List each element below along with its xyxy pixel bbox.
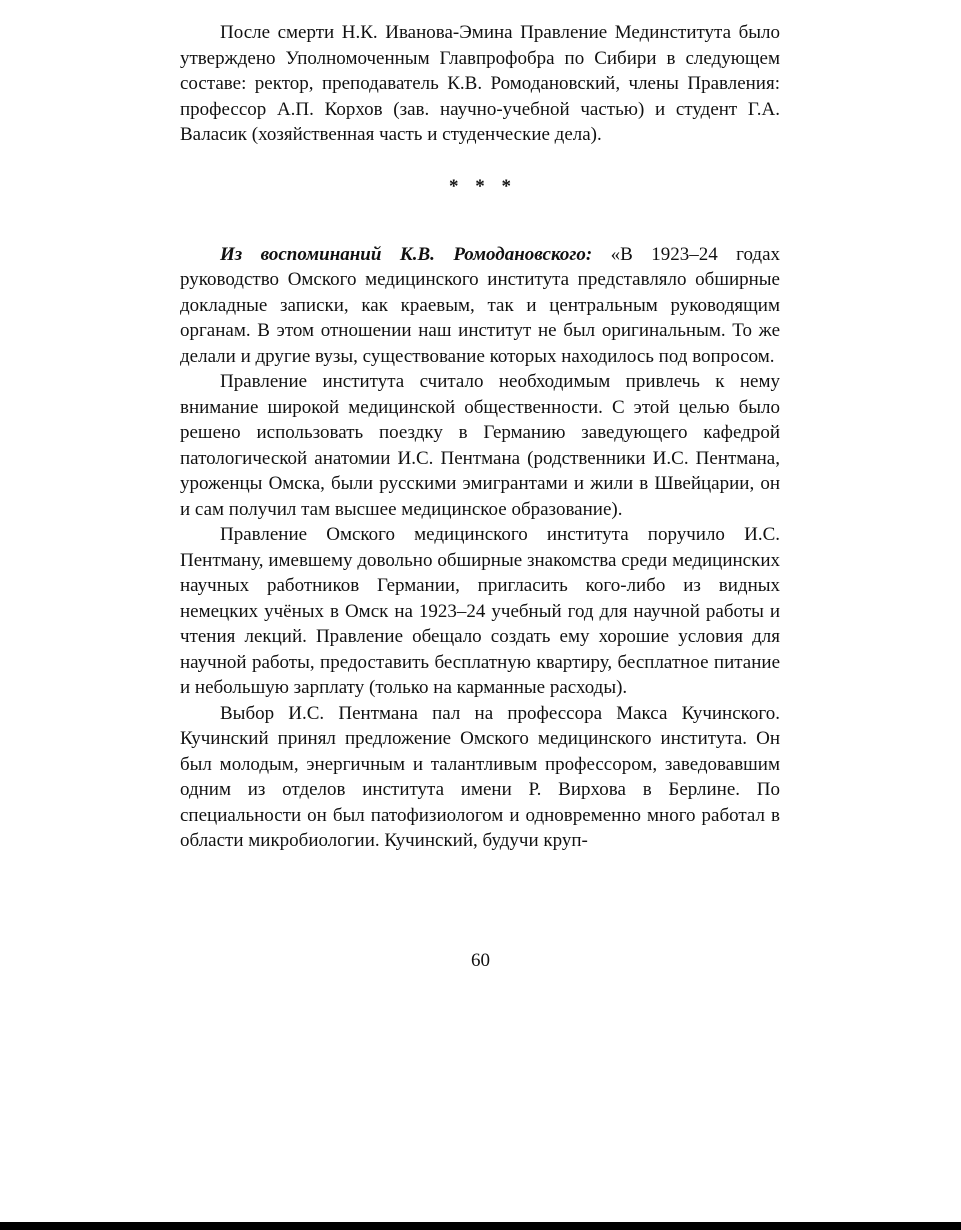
memoir-paragraph-1: [180, 242, 780, 370]
scan-bottom-edge: [0, 1222, 961, 1230]
memoir-source-heading: Из воспоминаний К.В. Ромодановского:: [220, 243, 593, 265]
page-number: 60: [471, 950, 490, 971]
section-separator: * * *: [449, 175, 517, 197]
intro-paragraph: После смерти Н.К. Иванова-Эмина Правление Мединститута было утверждено Уполномоченным Главпрофобра по Сибири в следующем составе: ректор, преподаватель К.В. Ромодановский, члены Правления: профессор А.П. Корхов (зав. научно-учебной частью) и студент Г.А. Валасик (хозяйственная часть и студенческие дела).: [180, 22, 780, 145]
memoir-paragraph-1-text: «В 1923–24 годах руководство Омского медицинского института представляло обширные докладные записки, как краевым, так и центральным руководящим органам. В этом отношении наш институт не был оригинальным. То же делали и другие вузы, существование которых находилось под вопросом.: [180, 243, 781, 367]
memoir-paragraph-4: Выбор И.С. Пентмана пал на профессора Макса Кучинского. Кучинский принял предложение Омского медицинского института. Он был молодым, энергичным и талантливым профессором, заведовавшим одним из отделов института имени Р. Вирхова в Берлине. По специальности он был патофизиологом и одновременно много работал в области микробиологии. Кучинский, будучи круп-: [180, 702, 780, 851]
memoir-paragraph-3: Правление Омского медицинского института поручило И.С. Пентману, имевшему довольно обширные знакомства среди медицинских научных работников Германии, пригласить кого-либо из видных немецких учёных в Омск на 1923–24 учебный год для научной работы и чтения лекций. Правление обещало создать ему хорошие условия для научной работы, предоставить бесплатную квартиру, бесплатное питание и небольшую зарплату (только на карманные расходы).: [180, 524, 780, 698]
memoir-paragraph-2: Правление института считало необходимым привлечь к нему внимание широкой медицинской общественности. С этой целью было решено использовать поездку в Германию заведующего кафедрой патологической анатомии И.С. Пентмана (родственники И.С. Пентмана, уроженцы Омска, были русскими эмигрантами и жили в Швейцарии, он и сам получил там высшее медицинское образование).: [180, 371, 780, 520]
page-body: [180, 20, 780, 854]
